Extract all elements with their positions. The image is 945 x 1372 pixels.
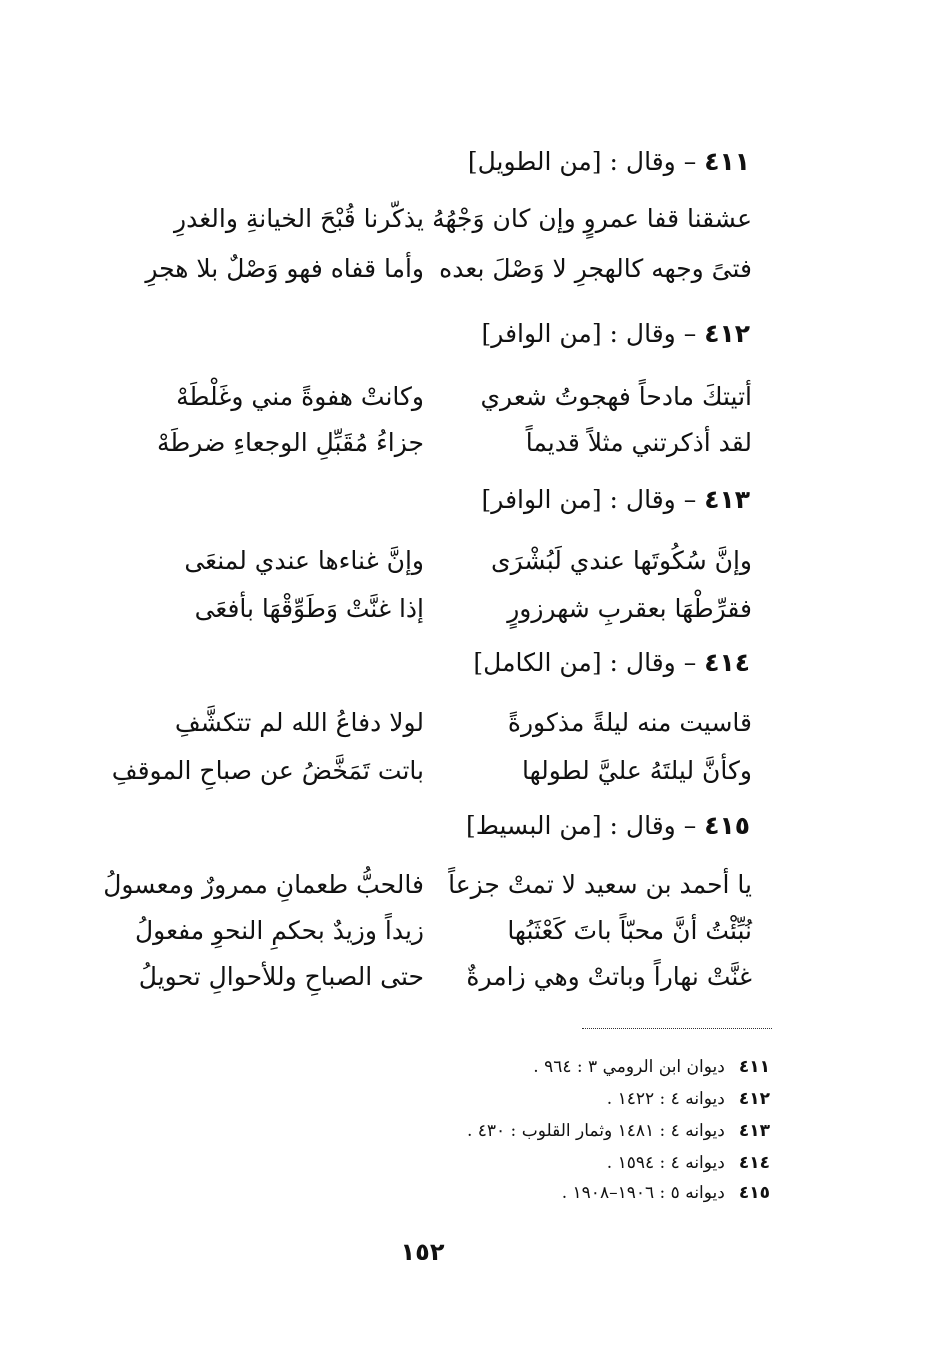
verse-second-hemistich: باتت تَمَخَّضُ عن صباحِ الموقفِ <box>111 756 424 785</box>
footnote-text: ديوانه ٥ : ١٩٠٦–١٩٠٨ . <box>561 1183 725 1203</box>
footnote-text: ديوان ابن الرومي ٣ : ٩٦٤ . <box>533 1057 725 1077</box>
footnote <box>607 1149 770 1177</box>
poem-intro: وقال <box>625 319 676 348</box>
poem-heading: ٤١٤–وقال : [من الكامل] <box>473 648 750 677</box>
verse-first-hemistich: فتىً وجهه كالهجرِ لا وَصْلَ بعده <box>439 254 752 283</box>
verse-first-hemistich: وكأنَّ ليلتَهُ عليَّ لطولها <box>521 756 752 785</box>
verse-second-hemistich: وإنَّ غناءها عندي لمنعَى <box>184 546 424 575</box>
verse-first-hemistich: قاسيت منه ليلةً مذكورةً <box>507 708 752 737</box>
poem-number: ٤١٢ <box>704 319 750 348</box>
poem-heading: ٤١٥–وقال : [من البسيط] <box>466 811 750 840</box>
verse-second-hemistich: لولا دفاعُ الله لم تتكشَّفِ <box>174 708 424 737</box>
verse-second-hemistich: إذا غنَّتْ وَطَوِّقْهَا بأفعَى <box>194 594 424 623</box>
poem-meter: [من البسيط] <box>466 811 602 840</box>
poem-heading: ٤١٢–وقال : [من الوافر] <box>481 319 750 348</box>
poem-intro: وقال <box>625 485 676 514</box>
footnote-number: ٤١٥ <box>738 1183 770 1203</box>
verse-first-hemistich: وإنَّ سُكُوتَها عندي لَبُشْرَى <box>491 546 752 575</box>
verse-line <box>140 248 752 290</box>
verse-first-hemistich: غنَّتْ نهاراً وباتتْ وهي زامرةٌ <box>466 962 752 991</box>
footnote <box>533 1053 770 1081</box>
verse-first-hemistich: فقرِّطْهَا بعقربِ شهرزورٍ <box>507 594 752 623</box>
footnote-text: ديوانه ٤ : ١٥٩٤ . <box>606 1153 725 1173</box>
verse-line <box>103 864 752 906</box>
footnote-number: ٤١٤ <box>738 1153 770 1173</box>
verse-line <box>111 750 752 792</box>
verse-line <box>140 702 752 744</box>
footnote-number: ٤١٣ <box>738 1121 770 1141</box>
verse-second-hemistich: زيداً وزيدٌ بحكمِ النحوِ مفعولُ <box>135 916 424 945</box>
poem-number: ٤١٥ <box>704 811 750 840</box>
footnote-number: ٤١١ <box>738 1057 770 1077</box>
verse-first-hemistich: عشقنا قفا عمروٍ وإن كان وَجْهُهُ <box>432 204 752 233</box>
verse-second-hemistich: فالحبُّ طعمانِ ممرورٌ ومعسولُ <box>103 870 424 899</box>
poem-intro: وقال <box>625 147 676 176</box>
verse-first-hemistich: لقد أذكرتني مثلاً قديماً <box>525 428 752 457</box>
verse-first-hemistich: نُبِّئْتُ أنَّ محبّاً باتَ كَعْثَبُها <box>507 916 752 945</box>
verse-second-hemistich: حتى الصباحِ وللأحوالِ تحويلُ <box>138 962 424 991</box>
footnote-text: ديوانه ٤ : ١٤٨١ وثمار القلوب : ٤٣٠ . <box>466 1121 725 1141</box>
verse-line <box>140 198 752 240</box>
poem-number: ٤١١ <box>704 147 750 176</box>
poem-heading: ٤١٣–وقال : [من الوافر] <box>481 485 750 514</box>
poem-number: ٤١٤ <box>704 648 750 677</box>
verse-second-hemistich: وكانتْ هفوةً مني وغَلْطَهْ <box>176 382 424 411</box>
verse-second-hemistich: يذكّرنا قُبْحَ الخيانةِ والغدرِ <box>174 204 424 233</box>
verse-line <box>140 422 752 464</box>
footnote-divider <box>582 1028 772 1029</box>
poem-meter: [من الكامل] <box>473 648 602 677</box>
footnote <box>562 1179 770 1207</box>
verse-first-hemistich: يا أحمد بن سعيد لا تمتْ جزعاً <box>448 870 752 899</box>
verse-line <box>135 910 752 952</box>
verse-second-hemistich: جزاءُ مُقَبِّلِ الوجعاءِ ضرطَهْ <box>157 428 424 457</box>
footnote-text: ديوانه ٤ : ١٤٢٢ . <box>606 1089 725 1109</box>
poem-meter: [من الوافر] <box>481 485 602 514</box>
footnote <box>607 1085 770 1113</box>
poem-meter: [من الوافر] <box>481 319 602 348</box>
verse-second-hemistich: وأما قفاه فهو وَصْلٌ بلا هجرِ <box>145 254 424 283</box>
poem-number: ٤١٣ <box>704 485 750 514</box>
poem-intro: وقال <box>625 811 676 840</box>
poem-meter: [من الطويل] <box>467 147 602 176</box>
verse-first-hemistich: أتيتكَ مادحاً فهجوتُ شعري <box>480 382 752 411</box>
footnote-number: ٤١٢ <box>738 1089 770 1109</box>
poem-intro: وقال <box>625 648 676 677</box>
page-number: ١٥٢ <box>400 1238 445 1266</box>
verse-line <box>140 376 752 418</box>
footnote <box>467 1117 770 1145</box>
verse-line <box>140 540 752 582</box>
verse-line <box>140 588 752 630</box>
poem-heading: ٤١١–وقال : [من الطويل] <box>467 147 750 176</box>
verse-line <box>140 956 752 998</box>
